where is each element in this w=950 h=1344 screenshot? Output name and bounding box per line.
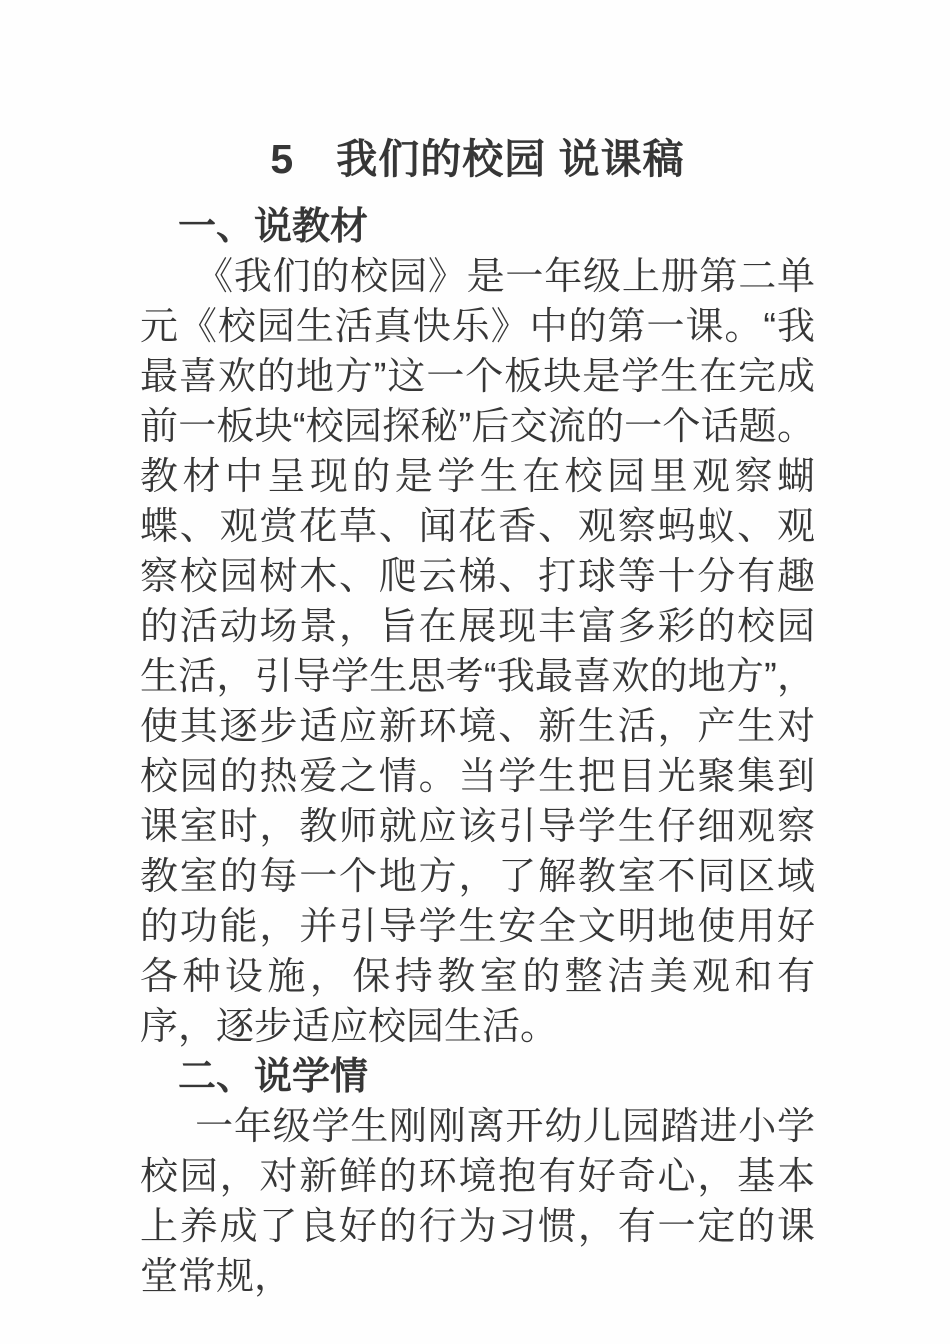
section-heading-shuo-xueqing: 二、说学情 <box>178 1056 369 1098</box>
paragraph-student-situation: 一年级学生刚刚离开幼儿园踏进小学校园，对新鲜的环境抱有好奇心，基本上养成了良好的行为习惯，有一定的课堂常规， <box>140 1106 815 1298</box>
document-title: 5 我们的校园 说课稿 <box>270 136 685 182</box>
paragraph-teaching-material: 《我们的校园》是一年级上册第二单元《校园生活真快乐》中的第一课。“我最喜欢的地方”这一个板块是学生在完成前一板块“校园探秘”后交流的一个话题。教材中呈现的是学生在校园里观察蝴蝶、观赏花草、闻花香、观察蚂蚁、观察校园树木、爬云梯、打球等十分有趣的活动场景，旨在展现丰富多彩的校园生活，引导学生思考“我最喜欢的地方”，使其逐步适应新环境、新生活，产生对校园的热爱之情。当学生把目光聚集到课室时，教师就应该引导学生仔细观察教室的每一个地方，了解教室不同区域的功能，并引导学生安全文明地使用好各种设施，保持教室的整洁美观和有序，逐步适应校园生活。 <box>140 256 815 1048</box>
section-heading-shuo-jiaocai: 一、说教材 <box>178 206 369 248</box>
